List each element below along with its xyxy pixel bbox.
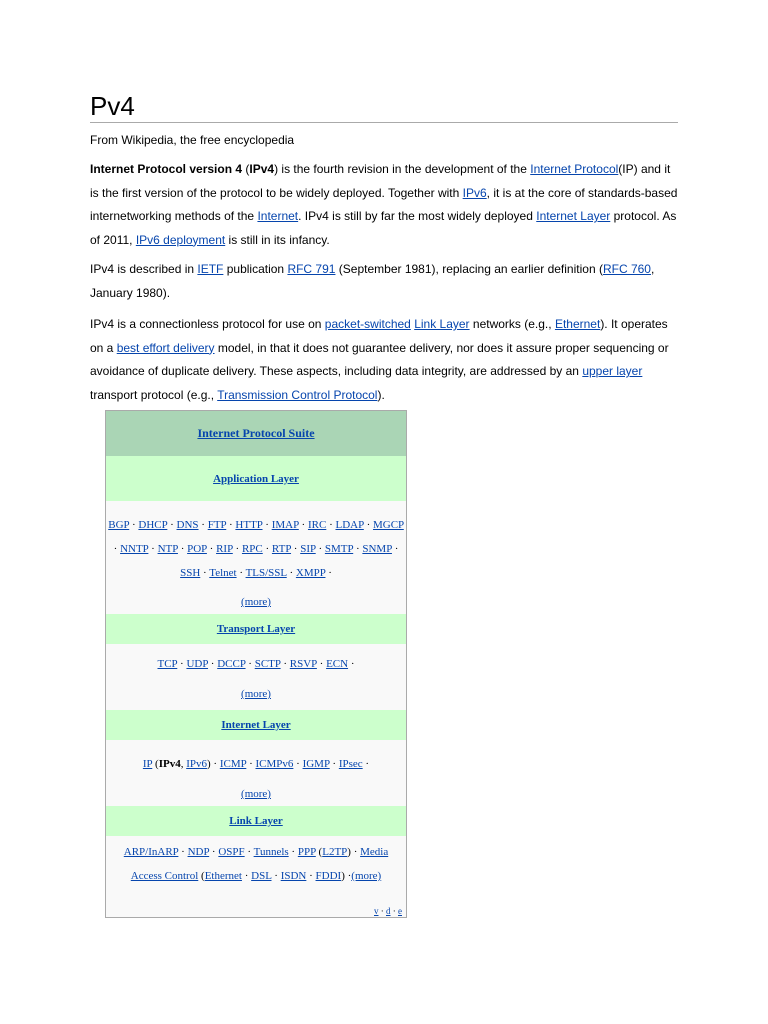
link-rfc-791[interactable]: RFC 791 xyxy=(287,262,336,276)
separator: · xyxy=(177,658,187,670)
separator: · xyxy=(316,658,327,670)
link-packet-switched[interactable]: packet-switched xyxy=(324,317,411,331)
link-layer-link[interactable]: Link Layer xyxy=(229,815,283,827)
text: publication xyxy=(223,262,288,276)
protocol-link[interactable]: LDAP xyxy=(335,519,364,531)
separator: · xyxy=(325,567,332,579)
separator: · xyxy=(291,543,301,555)
text: ) is the fourth revision in the development of the xyxy=(274,162,531,176)
separator: · xyxy=(280,658,290,670)
internet-layer-link[interactable]: Internet Layer xyxy=(221,719,291,731)
protocol-link[interactable]: IMAP xyxy=(271,519,299,531)
link-layer-header xyxy=(106,806,406,836)
protocol-link[interactable]: MGCP xyxy=(372,519,404,531)
separator: · xyxy=(226,519,236,531)
separator: · xyxy=(208,658,218,670)
protocol-link[interactable]: NTP xyxy=(157,543,178,555)
link-internet[interactable]: Internet xyxy=(257,209,299,223)
link-layer-body xyxy=(106,836,406,888)
protocol-link[interactable]: IGMP xyxy=(302,758,330,770)
protocol-link[interactable]: SSH xyxy=(180,567,201,579)
separator: · xyxy=(271,870,281,882)
bold-term: IPv4 xyxy=(249,162,275,176)
separator: · xyxy=(315,543,325,555)
description-paragraph xyxy=(90,258,682,305)
protocol-link[interactable]: RSVP xyxy=(289,658,317,670)
navbox-vde: v · d · e xyxy=(374,906,402,916)
protocol-link[interactable]: SNMP xyxy=(362,543,392,555)
link-ietf[interactable]: IETF xyxy=(197,262,224,276)
protocol-link[interactable]: ECN xyxy=(326,658,349,670)
protocol-link[interactable]: IP xyxy=(142,758,153,770)
separator: · xyxy=(113,543,121,555)
separator: · xyxy=(246,758,256,770)
text: is still in its infancy. xyxy=(225,232,330,247)
separator: · xyxy=(244,846,254,858)
link-ipv6-deployment[interactable]: IPv6 deployment xyxy=(135,232,226,247)
internet-layer-header xyxy=(106,710,406,740)
protocol-link[interactable]: DSL xyxy=(251,870,272,882)
protocol-link[interactable]: RTP xyxy=(271,543,292,555)
separator: · xyxy=(293,758,303,770)
text: , January 1980). xyxy=(90,262,655,300)
separator: · xyxy=(262,519,272,531)
text: , it is at the core of standards-based internetworking methods of the xyxy=(90,185,678,223)
protocol-link[interactable]: PPP xyxy=(297,846,316,858)
protocol-link[interactable]: L2TP xyxy=(322,846,348,858)
link-link-layer[interactable]: Link Layer xyxy=(414,317,470,331)
separator: · xyxy=(129,519,139,531)
separator: · xyxy=(198,519,208,531)
view-template-link[interactable]: v xyxy=(374,906,379,916)
transport-layer-link[interactable]: Transport Layer xyxy=(216,623,296,635)
link-protocol-list: ARP/InARP · NDP · OSPF · Tunnels · PPP (L2TP) · Media Access Control (Ethernet · DSL · ISDN · FDDI) ·(more) xyxy=(123,846,389,882)
separator: · xyxy=(209,846,219,858)
separator: · xyxy=(178,846,188,858)
link-upper-layer[interactable]: upper layer xyxy=(582,364,643,378)
separator: · xyxy=(177,543,188,555)
text: model, in that it does not guarantee delivery, nor does it assure proper sequencing or avoidance of duplicate delivery. These aspects, including data integrity, are addressed by an xyxy=(90,340,669,378)
transport-more-link[interactable]: (more) xyxy=(241,688,271,700)
edit-template-link[interactable]: e xyxy=(398,906,402,916)
protocol-link[interactable]: TCP xyxy=(157,658,178,670)
application-layer-body xyxy=(106,501,406,614)
protocol-link[interactable]: FDDI xyxy=(315,870,342,882)
connectionless-paragraph xyxy=(90,313,682,407)
protocol-link[interactable]: ARP/InARP xyxy=(123,846,179,858)
separator: · xyxy=(348,658,355,670)
separator: · xyxy=(329,758,339,770)
separator: · xyxy=(363,519,373,531)
text: ( xyxy=(242,162,250,176)
protocol-link[interactable]: BGP xyxy=(108,519,130,531)
link-rfc-760[interactable]: RFC 760 xyxy=(602,262,651,276)
protocol-link[interactable]: IRC xyxy=(307,519,327,531)
protocol-link[interactable]: OSPF xyxy=(218,846,245,858)
separator: · xyxy=(286,567,296,579)
separator: · xyxy=(241,870,252,882)
protocol-link[interactable]: DNS xyxy=(176,519,199,531)
protocol-link[interactable]: SCTP xyxy=(254,658,281,670)
discuss-template-link[interactable]: d xyxy=(386,906,391,916)
text: IPv4 is described in xyxy=(90,262,198,276)
protocol-link[interactable]: Media Access Control xyxy=(130,846,389,882)
protocol-link[interactable]: IPsec xyxy=(338,758,363,770)
text: ). It operates on a xyxy=(90,317,668,355)
link-best-effort-delivery[interactable]: best effort delivery xyxy=(116,340,215,355)
text: (IP) and it is the first version of the protocol to be widely deployed. Together with xyxy=(90,162,671,200)
protocol-link[interactable]: IPv6 xyxy=(186,758,207,770)
text: networks (e.g., xyxy=(469,317,555,331)
text: (September 1981), replacing an earlier definition ( xyxy=(335,262,603,276)
protocol-link[interactable]: FTP xyxy=(207,519,227,531)
intro-paragraph xyxy=(90,158,682,252)
protocol-link[interactable]: NDP xyxy=(187,846,210,858)
protocol-link[interactable]: ICMP xyxy=(219,758,247,770)
protocol-link[interactable]: POP xyxy=(187,543,207,555)
link-internet-layer[interactable]: Internet Layer xyxy=(536,209,611,223)
text: protocol. As of 2011, xyxy=(90,209,677,247)
separator: · xyxy=(167,519,177,531)
transport-layer-body xyxy=(106,644,406,710)
internet-protocol-list: IP (IPv4, IPv6) · ICMP · ICMPv6 · IGMP · IPsec · xyxy=(142,758,370,770)
separator: · xyxy=(288,846,298,858)
link-more-link[interactable]: (more) xyxy=(351,870,382,882)
application-layer-link[interactable]: Application Layer xyxy=(213,472,299,485)
link-transmission-control-protocol[interactable]: Transmission Control Protocol xyxy=(217,387,378,402)
link-ipv6[interactable]: IPv6 xyxy=(462,185,487,200)
protocol-link[interactable]: RPC xyxy=(241,543,263,555)
protocol-link[interactable]: NNTP xyxy=(120,543,149,555)
protocol-link[interactable]: RIP xyxy=(216,543,233,555)
application-layer-header xyxy=(106,456,406,501)
separator: · xyxy=(206,543,217,555)
link-internet-protocol[interactable]: Internet Protocol xyxy=(530,162,619,176)
protocol-link[interactable]: HTTP xyxy=(235,519,263,531)
protocol-link[interactable]: SIP xyxy=(300,543,316,555)
text: transport protocol (e.g., xyxy=(90,387,218,402)
protocol-link[interactable]: XMPP xyxy=(295,567,326,579)
suite-header xyxy=(106,411,406,456)
tagline: From Wikipedia, the free encyclopedia xyxy=(90,133,295,147)
protocol-link[interactable]: SMTP xyxy=(324,543,354,555)
separator: · xyxy=(245,658,255,670)
link-ethernet[interactable]: Ethernet xyxy=(554,317,601,331)
separator: · xyxy=(232,543,242,555)
protocol-link[interactable]: TLS/SSL xyxy=(245,567,287,579)
separator: · xyxy=(326,519,336,531)
application-protocol-list xyxy=(108,513,404,585)
separator: · xyxy=(148,543,158,555)
protocol-link[interactable]: DCCP xyxy=(217,658,246,670)
bold-term: Internet Protocol version 4 xyxy=(90,162,243,176)
separator: · xyxy=(391,543,399,555)
text: ). xyxy=(377,387,385,402)
text: IPv4 is a connectionless protocol for use on xyxy=(90,317,325,331)
protocol-link[interactable]: UDP xyxy=(186,658,209,670)
page-title: Pv4 xyxy=(90,90,678,123)
protocol-link[interactable]: ICMPv6 xyxy=(255,758,294,770)
separator: · xyxy=(353,543,363,555)
separator: · xyxy=(298,519,308,531)
protocol-link[interactable]: Ethernet xyxy=(204,870,242,882)
internet-more-link[interactable]: (more) xyxy=(241,788,271,800)
protocol-suite-infobox xyxy=(105,410,407,918)
internet-layer-body xyxy=(106,740,406,806)
separator: · xyxy=(200,567,210,579)
protocol-link[interactable]: Telnet xyxy=(209,567,237,579)
text: . IPv4 is still by far the most widely deployed xyxy=(298,209,537,223)
separator: · xyxy=(306,870,316,882)
separator: · xyxy=(210,758,220,770)
transport-protocol-list xyxy=(108,652,404,676)
protocol-link[interactable]: DHCP xyxy=(138,519,168,531)
separator: · xyxy=(362,758,370,770)
separator: · xyxy=(236,567,246,579)
suite-title-link[interactable]: Internet Protocol Suite xyxy=(197,426,315,440)
protocol-link[interactable]: Tunnels xyxy=(253,846,289,858)
separator: · xyxy=(262,543,272,555)
current-protocol: IPv4 xyxy=(158,758,181,770)
application-more-link[interactable]: (more) xyxy=(241,596,271,608)
transport-layer-header xyxy=(106,614,406,644)
protocol-link[interactable]: ISDN xyxy=(280,870,307,882)
